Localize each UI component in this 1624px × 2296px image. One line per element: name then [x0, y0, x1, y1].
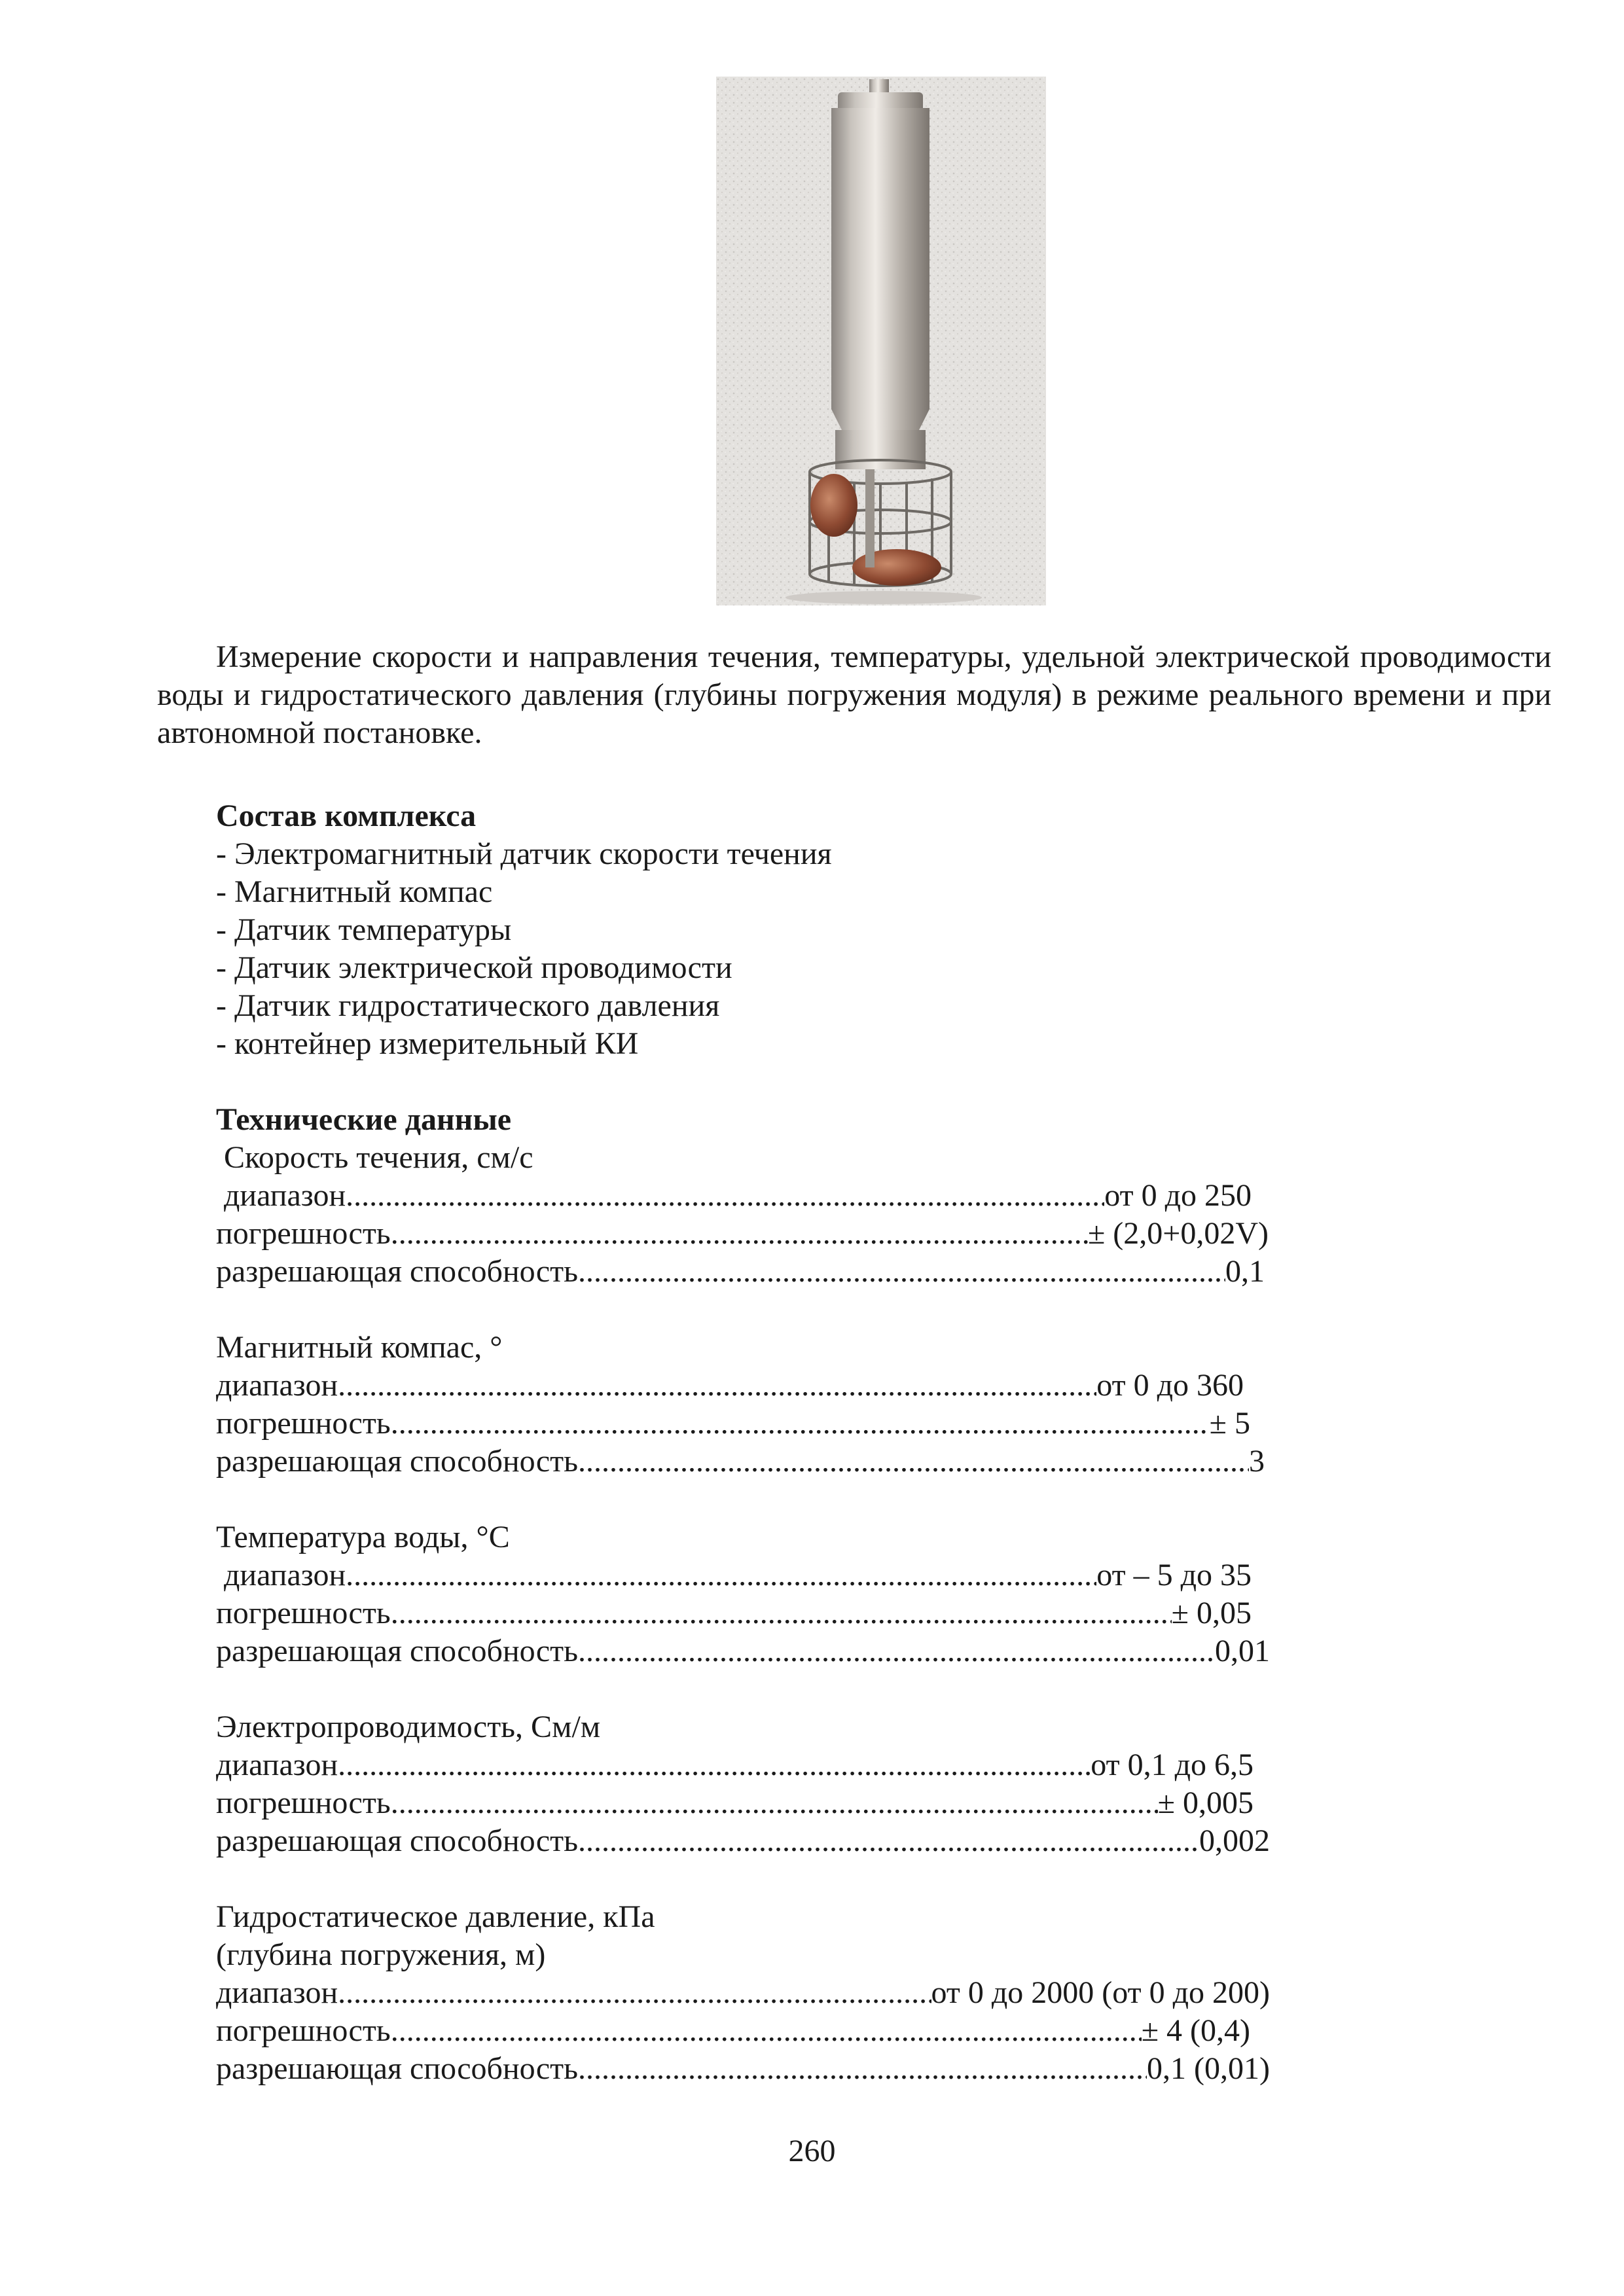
page-number: 260	[788, 2134, 836, 2168]
spec-value: 3	[1249, 1444, 1265, 1479]
leader-dots	[346, 1556, 1096, 1594]
spec-row-range	[216, 1746, 1254, 1784]
intro-paragraph: Измерение скорости и направления течения, температуры, удельной электрической проводимости воды и гидростатического давления (глубины погружения модуля) в режиме реального времени и при автономной постановке.	[157, 639, 1551, 750]
leader-dots	[338, 1746, 1091, 1784]
composition-item: - Электромагнитный датчик скорости течения	[216, 836, 832, 871]
spec-value: от – 5 до 35	[1096, 1558, 1252, 1592]
specs-heading: Технические данные	[216, 1102, 512, 1137]
spec-label: диапазон	[216, 1178, 346, 1213]
spec-group-conductivity	[216, 1708, 1270, 1860]
spec-row-range	[216, 1177, 1252, 1215]
spec-group-temperature	[216, 1518, 1270, 1670]
spec-label: погрешность	[216, 1785, 391, 1820]
spec-group-title: Гидростатическое давление, кПа	[216, 1899, 655, 1934]
spec-group-title: Электропроводимость, См/м	[216, 1710, 601, 1744]
spec-value: 0,1	[1225, 1254, 1265, 1289]
composition-item: - Датчик электрической проводимости	[216, 950, 732, 985]
spec-value: ± 0,05	[1171, 1596, 1252, 1630]
leader-dots	[391, 1405, 1210, 1443]
spec-group-compass	[216, 1329, 1265, 1480]
spec-group-speed	[216, 1139, 1269, 1291]
spec-value: от 0 до 360	[1096, 1368, 1244, 1403]
spec-row-error	[216, 1594, 1252, 1632]
spec-label: диапазон	[216, 1558, 346, 1592]
spec-value: от 0 до 2000 (от 0 до 200)	[931, 1975, 1270, 2010]
spec-value: от 0,1 до 6,5	[1091, 1748, 1254, 1782]
leader-dots	[578, 2050, 1147, 2088]
spec-row-error	[216, 1784, 1254, 1822]
spec-label: погрешность	[216, 2013, 391, 2048]
spec-row-resolution	[216, 1822, 1270, 1860]
spec-group-subtitle: (глубина погружения, м)	[216, 1937, 546, 1972]
leader-dots	[391, 1784, 1158, 1822]
spec-label: погрешность	[216, 1216, 391, 1251]
spec-label: разрешающая способность	[216, 2051, 579, 2086]
spec-value: от 0 до 250	[1104, 1178, 1252, 1213]
spec-label: диапазон	[216, 1975, 338, 2010]
spec-label: разрешающая способность	[216, 1823, 579, 1858]
leader-dots	[338, 1367, 1096, 1405]
leader-dots	[346, 1177, 1104, 1215]
spec-label: диапазон	[216, 1368, 338, 1403]
leader-dots	[578, 1632, 1215, 1670]
spec-label: диапазон	[216, 1748, 338, 1782]
spec-row-error	[216, 1215, 1269, 1253]
composition-section	[216, 797, 832, 1063]
spec-value: 0,01	[1215, 1634, 1270, 1668]
spec-row-resolution	[216, 2050, 1270, 2088]
spec-row-range	[216, 1974, 1270, 2012]
spec-row-resolution	[216, 1632, 1270, 1670]
leader-dots	[391, 1594, 1172, 1632]
spec-row-error	[216, 1405, 1250, 1443]
instrument-photo	[716, 77, 1046, 605]
leader-dots	[338, 1974, 931, 2012]
spec-group-title: Температура воды, °С	[216, 1520, 510, 1554]
spec-label: разрешающая способность	[216, 1634, 579, 1668]
leader-dots	[391, 2012, 1142, 2050]
spec-row-resolution	[216, 1253, 1265, 1291]
composition-item: - контейнер измерительный КИ	[216, 1026, 639, 1061]
spec-row-range	[216, 1367, 1244, 1405]
spec-label: погрешность	[216, 1596, 391, 1630]
spec-value: 0,1 (0,01)	[1147, 2051, 1270, 2086]
spec-value: ± (2,0+0,02V)	[1087, 1216, 1269, 1251]
composition-item: - Магнитный компас	[216, 874, 493, 909]
spec-group-title: Скорость течения, см/с	[216, 1140, 533, 1175]
spec-value: 0,002	[1199, 1823, 1270, 1858]
spec-label: погрешность	[216, 1406, 391, 1441]
spec-row-resolution	[216, 1443, 1265, 1480]
spec-row-error	[216, 2012, 1250, 2050]
leader-dots	[391, 1215, 1088, 1253]
spec-row-range	[216, 1556, 1252, 1594]
spec-value: ± 0,005	[1157, 1785, 1254, 1820]
spec-group-title: Магнитный компас, °	[216, 1330, 503, 1365]
leader-dots	[578, 1253, 1225, 1291]
spec-value: ± 4 (0,4)	[1141, 2013, 1250, 2048]
composition-item: - Датчик гидростатического давления	[216, 988, 720, 1023]
composition-item: - Датчик температуры	[216, 912, 512, 947]
spec-group-pressure	[216, 1898, 1270, 2088]
spec-label: разрешающая способность	[216, 1444, 579, 1479]
leader-dots	[578, 1822, 1199, 1860]
spec-label: разрешающая способность	[216, 1254, 579, 1289]
composition-heading: Состав комплекса	[216, 798, 477, 833]
spec-value: ± 5	[1209, 1406, 1250, 1441]
leader-dots	[578, 1443, 1249, 1480]
